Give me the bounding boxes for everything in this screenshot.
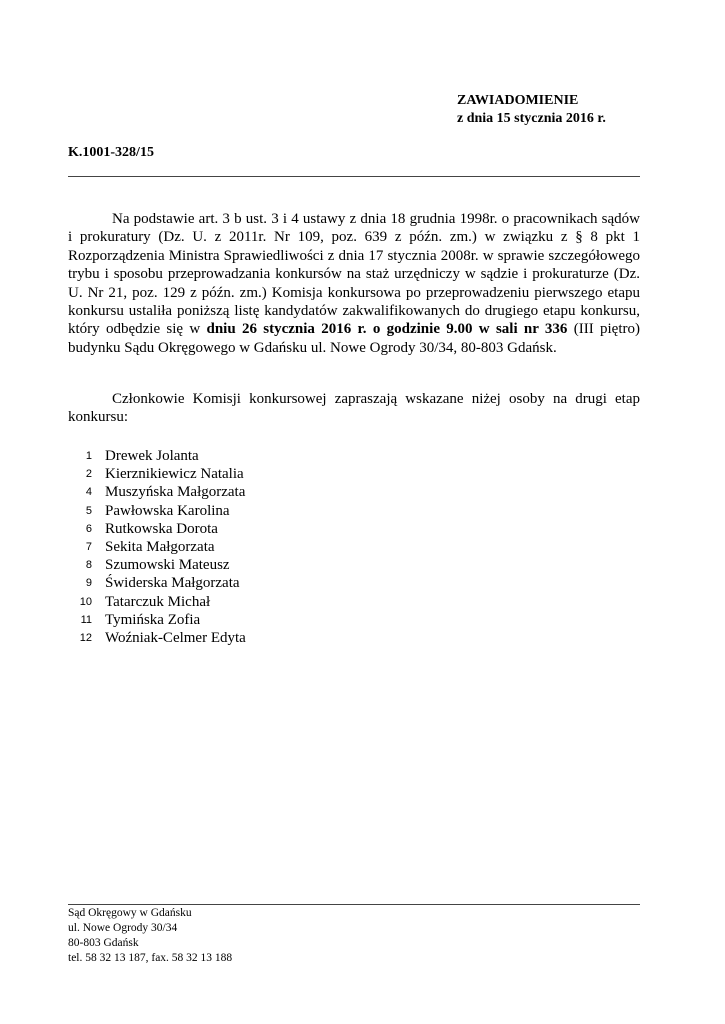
footer-divider [68, 904, 640, 905]
invitation-paragraph: Członkowie Komisji konkursowej zapraszają wskazane niżej osoby na drugi etap konkursu: [68, 391, 640, 426]
list-item-number: 9 [85, 577, 92, 590]
list-item-number: 11 [80, 613, 92, 626]
list-item-name: Woźniak-Celmer Edyta [105, 629, 246, 646]
list-item-name: Pawłowska Karolina [105, 502, 230, 519]
list-item-number: 8 [85, 559, 92, 572]
list-item-name: Rutkowska Dorota [105, 520, 218, 537]
list-item-name: Tatarczuk Michał [105, 593, 211, 610]
list-item-name: Tymińska Zofia [105, 611, 201, 628]
list-item-name: Świderska Małgorzata [105, 575, 240, 592]
paragraph-bold-date: dniu 26 stycznia 2016 r. o godzinie 9.00 w sali nr 336 [206, 321, 568, 338]
list-item-number: 1 [85, 450, 92, 462]
list-item-number: 2 [85, 468, 92, 481]
list-item-name: Szumowski Mateusz [105, 557, 230, 574]
list-item-name: Sekita Małgorzata [105, 538, 215, 555]
list-item-number: 7 [85, 540, 92, 553]
notice-title: ZAWIADOMIENIE [457, 93, 579, 108]
list-item-number: 5 [85, 504, 92, 517]
paragraph-text: Na podstawie art. 3 b ust. 3 i 4 ustawy z dnia 18 grudnia 1998r. o pracownikach sądów i prokuratury (Dz. U. z 2011r. Nr 109, poz. 639 z późn. zm.) w związku z § 8 pkt 1 Rozporządzenia Ministra Sprawiedliwości z dnia 17 stycznia 2008r. w sprawie szczegółowego trybu i sposobu przeprowadzania konkursów na staż urzędniczy w sądzie i prokuraturze (Dz. U. Nr 21, poz. 129 z późn. zm.) Komisja konkursowa po przeprowadzeniu pierwszego etapu konkursu ustaliła poniższą listę kandydatów zakwalifikowanych do drugiego etapu konkursu, który odbędzie się w [68, 211, 640, 338]
footer-phone: tel. 58 32 13 187, fax. 58 32 13 188 [68, 952, 233, 964]
main-paragraph [68, 210, 640, 357]
list-item-number: 6 [85, 522, 92, 535]
notice-header [457, 92, 606, 128]
footer [68, 906, 232, 966]
case-reference: K.1001-328/15 [68, 145, 154, 160]
footer-court-name: Sąd Okręgowy w Gdańsku [68, 907, 192, 919]
footer-street: ul. Nowe Ogrody 30/34 [68, 922, 178, 934]
list-item-name: Kierznikiewicz Natalia [105, 466, 244, 483]
list-item-name: Drewek Jolanta [105, 448, 199, 464]
paragraph-tail: (III piętro) budynku Sądu Okręgowego w Gdańsku ul. Nowe Ogrody 30/34, 80-803 Gdańsk. [68, 321, 640, 356]
header-divider [68, 176, 640, 177]
footer-postal: 80-803 Gdańsk [68, 937, 139, 949]
list-item-number: 10 [79, 595, 92, 608]
list-item-number: 4 [85, 486, 92, 499]
notice-date: z dnia 15 stycznia 2016 r. [457, 111, 606, 126]
list-item-name: Muszyńska Małgorzata [105, 484, 246, 501]
list-item-number: 12 [79, 631, 92, 644]
